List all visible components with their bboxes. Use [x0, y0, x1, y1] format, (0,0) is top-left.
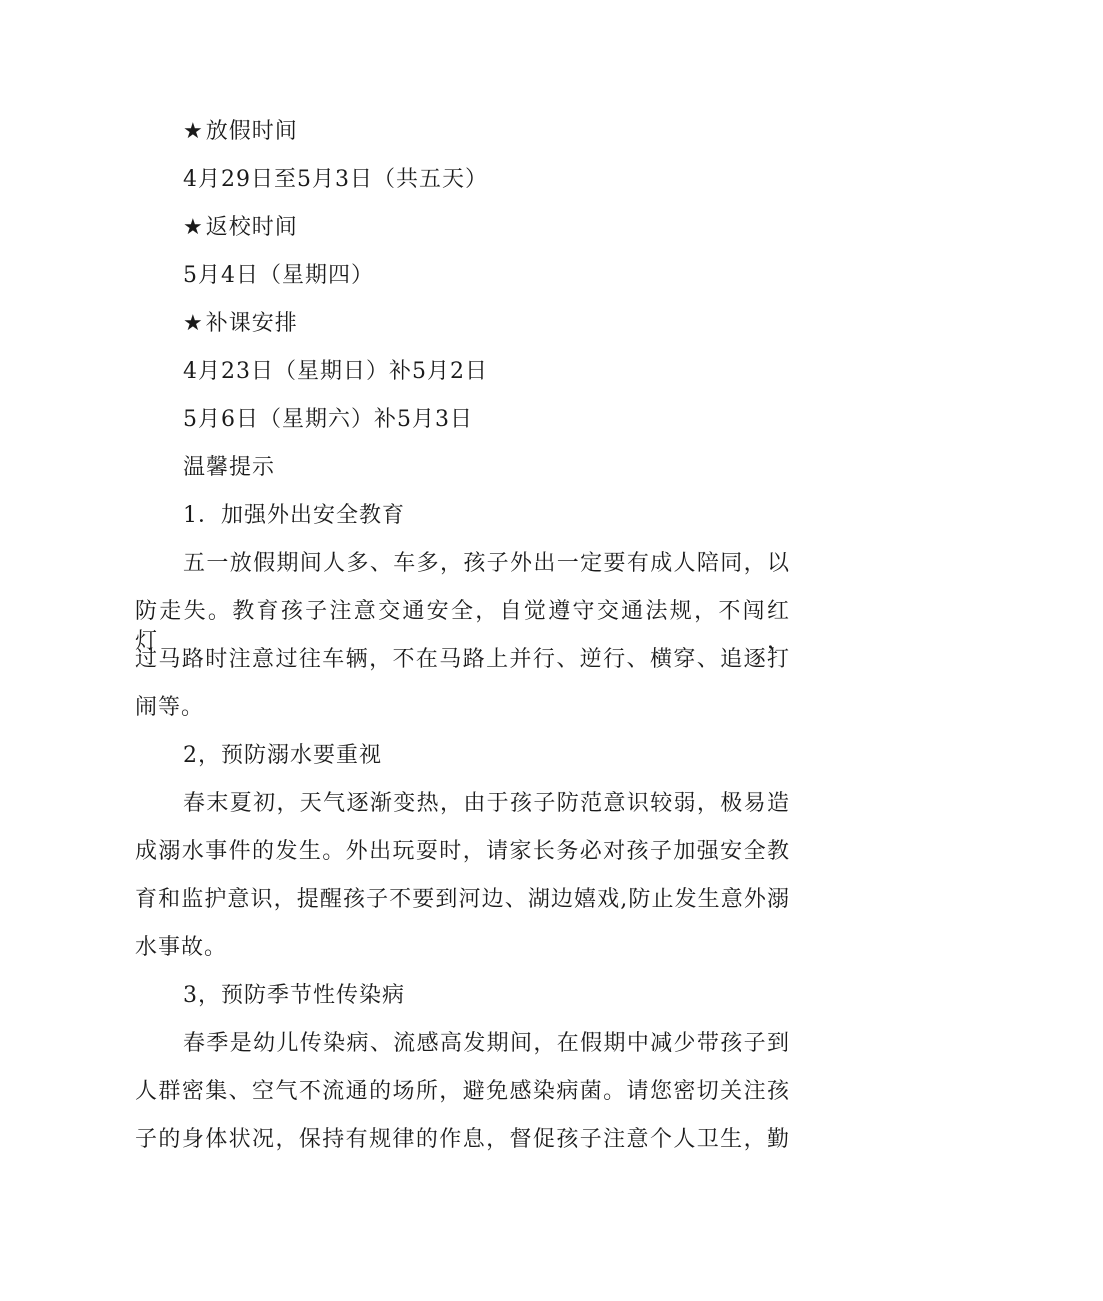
- tip2-line-1: 春末夏初，天气逐渐变热，由于孩子防范意识较弱，极易造: [183, 791, 790, 816]
- star-icon: ★: [183, 311, 204, 336]
- tip3-title: 3，预防季节性传染病: [183, 983, 405, 1008]
- tip2-title: 2，预防溺水要重视: [183, 743, 382, 768]
- tip1-line-2: 防走失。教育孩子注意交通安全，自觉遵守交通法规，不闯红灯，: [135, 599, 790, 654]
- tip3-line-2: 人群密集、空气不流通的场所，避免感染病菌。请您密切关注孩: [135, 1079, 790, 1104]
- tips-title: 温馨提示: [183, 455, 276, 480]
- tip2-line-3: 育和监护意识，提醒孩子不要到河边、湖边嬉戏,防止发生意外溺: [135, 887, 790, 912]
- tip3-line-3: 子的身体状况，保持有规律的作息，督促孩子注意个人卫生，勤: [135, 1127, 790, 1152]
- heading-return: [0, 213, 1103, 243]
- star-icon: ★: [183, 119, 204, 144]
- heading-return-text: 返校时间: [205, 215, 298, 240]
- makeup-line-1: 4月23日（星期日）补5月2日: [183, 359, 488, 384]
- tip1-line-3: 过马路时注意过往车辆，不在马路上并行、逆行、横穿、追逐打: [135, 647, 790, 672]
- tip3-line-1: 春季是幼儿传染病、流感高发期间，在假期中减少带孩子到: [183, 1031, 790, 1056]
- star-icon: ★: [183, 215, 204, 240]
- return-date: 5月4日（星期四）: [183, 263, 374, 288]
- heading-holiday-text: 放假时间: [205, 119, 298, 144]
- holiday-dates: 4月29日至5月3日（共五天）: [183, 167, 488, 192]
- heading-makeup-text: 补课安排: [205, 311, 298, 336]
- heading-holiday: [0, 117, 1103, 147]
- tip2-line-4: 水事故。: [135, 935, 228, 960]
- heading-makeup: [0, 309, 1103, 339]
- tip1-line-4: 闹等。: [135, 695, 205, 720]
- tip2-line-2: 成溺水事件的发生。外出玩耍时，请家长务必对孩子加强安全教: [135, 839, 790, 864]
- tip1-title: 1．加强外出安全教育: [183, 503, 405, 528]
- makeup-line-2: 5月6日（星期六）补5月3日: [183, 407, 473, 432]
- tip1-line-1: 五一放假期间人多、车多，孩子外出一定要有成人陪同，以: [183, 551, 790, 576]
